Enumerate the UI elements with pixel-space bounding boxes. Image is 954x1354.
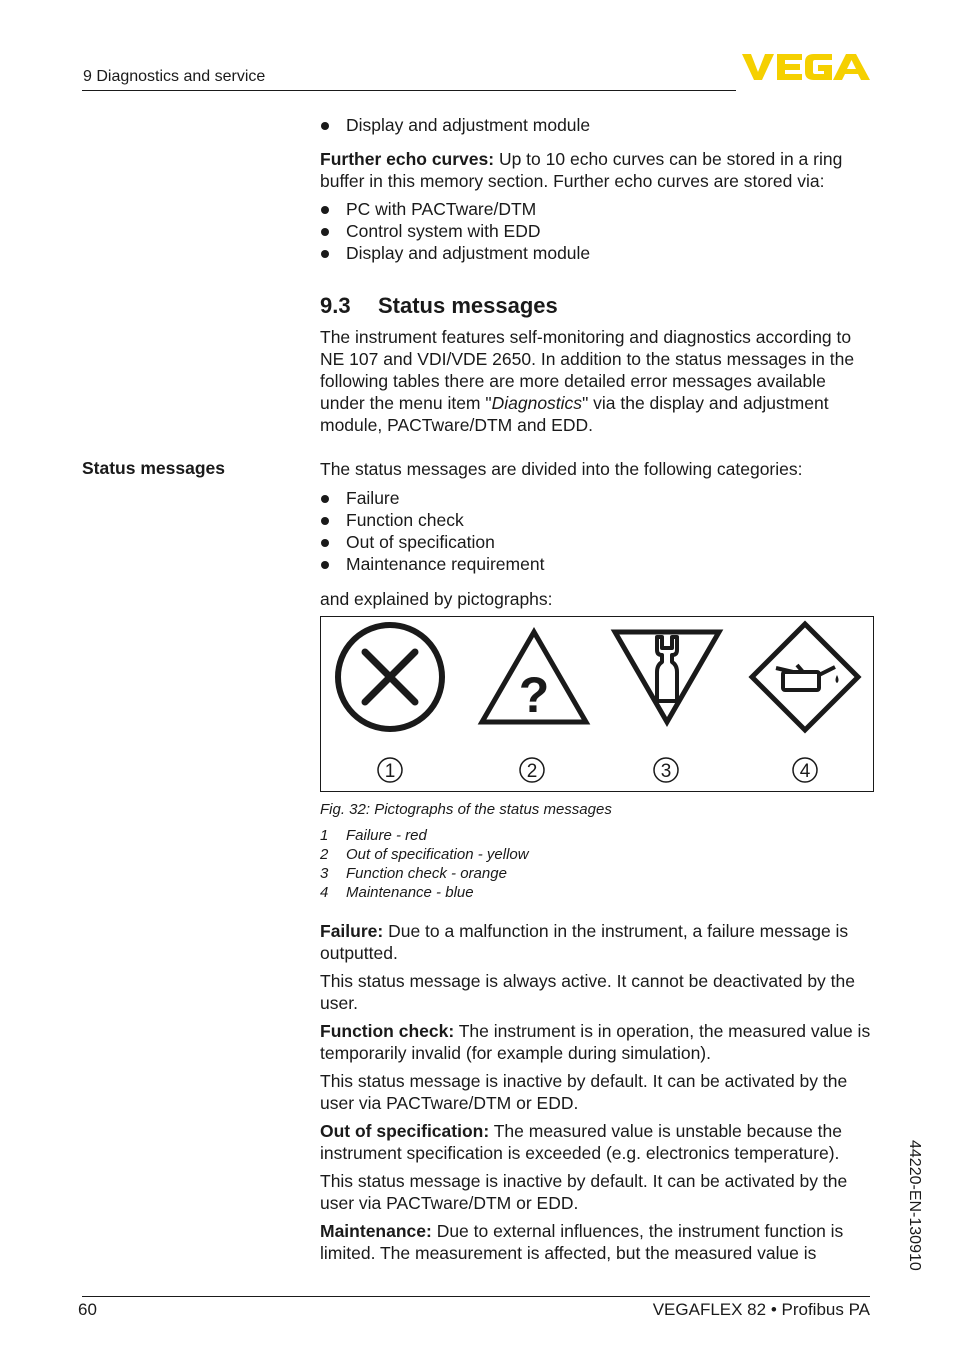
paragraph-label: Function check: bbox=[320, 1021, 455, 1041]
section-heading bbox=[320, 293, 872, 319]
paragraph-function-check bbox=[320, 1020, 872, 1064]
out-of-specification-icon bbox=[482, 632, 586, 723]
legend-number: 4 bbox=[320, 884, 329, 901]
paragraph-text: Due to external influences, the instrument function is limited. The measurement is affected, but the measured value is bbox=[320, 1221, 844, 1263]
paragraph-label: Failure: bbox=[320, 921, 384, 941]
paragraph-text: The measured value is unstable because the instrument specification is exceeded (e.g. electronics temperature). bbox=[320, 1121, 843, 1163]
paragraph-failure bbox=[320, 920, 872, 964]
list-item: Control system with EDD bbox=[320, 220, 872, 242]
pictograph-number-2: 2 bbox=[526, 761, 538, 782]
list-item: Display and adjustment module bbox=[320, 114, 872, 136]
paragraph-function-check-note bbox=[320, 1070, 872, 1114]
paragraph-label: Maintenance: bbox=[320, 1221, 432, 1241]
intro-text-emphasis: Diagnostics bbox=[491, 393, 583, 413]
pictograph-number-1: 1 bbox=[384, 761, 396, 782]
legend-item bbox=[320, 864, 872, 883]
paragraph-out-of-spec bbox=[320, 1120, 872, 1164]
maintenance-icon bbox=[752, 624, 858, 730]
failure-icon bbox=[338, 625, 442, 729]
list-item: Out of specification bbox=[320, 531, 872, 553]
further-echo-text: Up to 10 echo curves can be stored in a ring buffer in this memory section. Further echo curves are stored via: bbox=[320, 149, 843, 191]
further-echo-label: Further echo curves: bbox=[320, 149, 495, 169]
function-check-icon bbox=[615, 632, 719, 722]
paragraph-text: This status message is inactive by default. It can be activated by the user via PACTware/DTM or EDD. bbox=[320, 1171, 848, 1213]
vega-logo bbox=[742, 52, 872, 87]
pictograph-number-4: 4 bbox=[799, 761, 811, 782]
paragraph-text: This status message is always active. It cannot be deactivated by the user. bbox=[320, 971, 855, 1013]
margin-heading-status-messages: Status messages bbox=[82, 458, 225, 478]
list-item: Display and adjustment module bbox=[320, 242, 872, 264]
legend-number: 2 bbox=[320, 846, 329, 863]
paragraph-text: Due to a malfunction in the instrument, a failure message is outputted. bbox=[320, 921, 849, 963]
product-name: VEGAFLEX 82 • Profibus PA bbox=[652, 1300, 870, 1319]
legend-item bbox=[320, 883, 872, 902]
intro-bullet-list bbox=[320, 114, 872, 136]
list-item: Function check bbox=[320, 509, 872, 531]
legend-item bbox=[320, 826, 872, 845]
legend-text: Maintenance - blue bbox=[346, 884, 474, 901]
categories-intro: The status messages are divided into the following categories: bbox=[320, 459, 803, 479]
echo-bullet-list bbox=[320, 198, 872, 264]
section-number: 9.3 bbox=[320, 293, 351, 318]
pictographs-intro: and explained by pictographs: bbox=[320, 589, 553, 609]
legend-text: Failure - red bbox=[346, 827, 427, 844]
pictograph-number-3: 3 bbox=[660, 761, 672, 782]
main-content bbox=[320, 114, 872, 1264]
header-section-title: 9 Diagnostics and service bbox=[83, 68, 266, 85]
further-echo-paragraph bbox=[320, 148, 872, 192]
section-title: Status messages bbox=[378, 293, 558, 318]
vega-logo-icon bbox=[742, 52, 872, 82]
intro-text-a: The instrument features self-monitoring and diagnostics according to NE 107 and VDI/VDE 2650. In addition to the status messages in the following tables there are more detailed error messages available under the menu item " bbox=[320, 327, 855, 413]
legend-text: Out of specification - yellow bbox=[346, 846, 529, 863]
list-item: Maintenance requirement bbox=[320, 553, 872, 575]
paragraph-failure-note bbox=[320, 970, 872, 1014]
categories-list bbox=[320, 487, 872, 575]
paragraph-text: The instrument is in operation, the measured value is temporarily invalid (for example during simulation). bbox=[320, 1021, 871, 1063]
list-item: Failure bbox=[320, 487, 872, 509]
pictograph-numbers bbox=[378, 758, 817, 782]
footer-divider bbox=[82, 1296, 870, 1297]
paragraph-text: This status message is inactive by default. It can be activated by the user via PACTware/DTM or EDD. bbox=[320, 1071, 848, 1113]
figure-caption: Fig. 32: Pictographs of the status messages bbox=[320, 801, 612, 818]
intro-paragraph bbox=[320, 326, 872, 436]
paragraph-label: Out of specification: bbox=[320, 1121, 490, 1141]
legend-item bbox=[320, 845, 872, 864]
pictograph-svg bbox=[321, 617, 873, 791]
intro-text-b: " via the display and adjustment module, PACTware/DTM and EDD. bbox=[320, 393, 829, 435]
document-code: 44220-EN-130910 bbox=[906, 1140, 923, 1271]
legend-number: 3 bbox=[320, 865, 329, 882]
svg-text:?: ? bbox=[518, 667, 550, 723]
paragraph-maintenance bbox=[320, 1220, 872, 1264]
header-divider bbox=[82, 90, 736, 91]
page-number: 60 bbox=[78, 1300, 97, 1319]
list-item: PC with PACTware/DTM bbox=[320, 198, 872, 220]
pictograph-figure bbox=[320, 616, 874, 792]
legend-text: Function check - orange bbox=[346, 865, 507, 882]
paragraph-out-of-spec-note bbox=[320, 1170, 872, 1214]
legend-number: 1 bbox=[320, 827, 329, 844]
figure-legend bbox=[320, 826, 872, 902]
